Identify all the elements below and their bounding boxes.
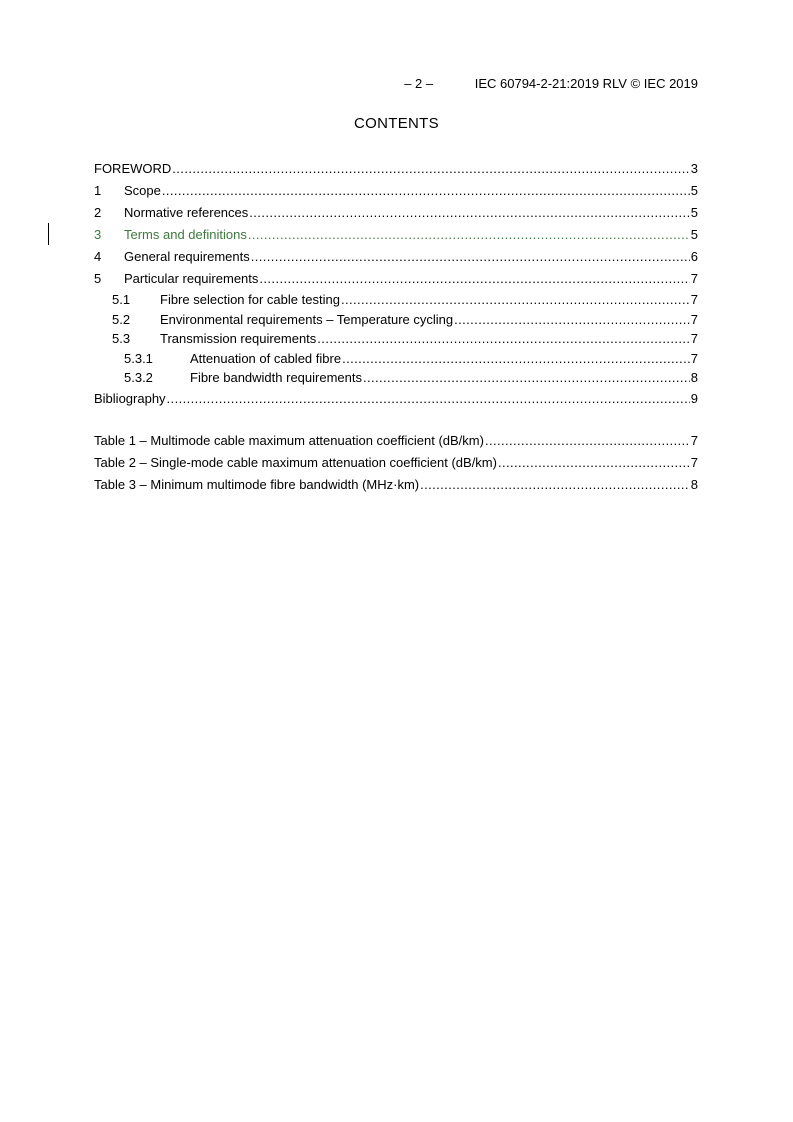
table-entry-page: 7 (690, 433, 698, 448)
toc-entry-number: 2 (94, 205, 102, 220)
toc-leader-dots (498, 452, 690, 474)
toc-entry-title: FOREWORD (94, 161, 172, 176)
toc-entry-title: Scope (124, 183, 161, 198)
toc-entry-page: 7 (690, 311, 698, 327)
toc-leader-dots (485, 430, 690, 452)
page-header (404, 76, 698, 91)
toc-entry-title: Attenuation of cabled fibre (190, 350, 342, 366)
toc-entry-number: 3 (94, 227, 102, 242)
toc-entry-page: 7 (690, 350, 698, 366)
toc-entry-fibre-selection[interactable] (94, 290, 698, 310)
toc-leader-dots (317, 329, 689, 349)
toc-entry-number: 5.2 (112, 311, 131, 327)
list-of-tables (94, 430, 698, 496)
table-of-contents (94, 158, 698, 410)
toc-entry-page: 5 (690, 205, 698, 220)
toc-entry-particular-requirements[interactable] (94, 268, 698, 290)
revision-change-bar (48, 223, 49, 245)
document-id: IEC 60794-2-21:2019 RLV © IEC 2019 (474, 76, 698, 91)
toc-entry-title: Fibre bandwidth requirements (190, 370, 362, 385)
toc-entry-page: 5 (690, 183, 698, 198)
toc-entry-title: Particular requirements (124, 271, 259, 286)
toc-entry-title: Terms and definitions (124, 227, 247, 242)
toc-entry-normative-references[interactable] (94, 202, 698, 224)
toc-entry-title: General requirements (124, 249, 250, 264)
toc-entry-terms-and-definitions[interactable] (94, 224, 698, 246)
toc-leader-dots (172, 158, 689, 180)
page-number: – 2 – (404, 76, 434, 91)
toc-entry-environmental-requirements[interactable] (94, 310, 698, 330)
toc-entry-page: 3 (690, 161, 698, 176)
toc-leader-dots (420, 474, 690, 496)
toc-entry-scope[interactable] (94, 180, 698, 202)
toc-entry-page: 9 (690, 390, 698, 406)
toc-entry-title: Bibliography (94, 390, 166, 406)
toc-leader-dots (454, 310, 690, 330)
toc-entry-general-requirements[interactable] (94, 246, 698, 268)
toc-entry-page: 5 (690, 227, 698, 242)
toc-entry-page: 6 (690, 249, 698, 264)
toc-entry-number: 4 (94, 249, 102, 264)
toc-entry-title: Environmental requirements – Temperature cycling (160, 311, 454, 327)
toc-leader-dots (162, 180, 690, 202)
table-entry-2[interactable] (94, 452, 698, 474)
table-entry-page: 7 (690, 455, 698, 470)
table-entry-page: 8 (690, 477, 698, 492)
toc-leader-dots (249, 202, 689, 224)
toc-leader-dots (342, 349, 690, 369)
toc-entry-attenuation-cabled-fibre[interactable] (94, 349, 698, 369)
toc-entry-number: 1 (94, 183, 102, 198)
toc-entry-number: 5 (94, 271, 102, 286)
toc-entry-title: Transmission requirements (160, 331, 317, 346)
toc-leader-dots (259, 268, 689, 290)
table-entry-title: Table 1 – Multimode cable maximum attenuation coefficient (dB/km) (94, 433, 484, 448)
toc-entry-number: 5.3.2 (124, 370, 153, 385)
toc-leader-dots (363, 368, 690, 388)
toc-leader-dots (248, 224, 690, 246)
toc-entry-number: 5.3.1 (124, 350, 153, 366)
toc-entry-title: Normative references (124, 205, 249, 220)
toc-entry-fibre-bandwidth-requirements[interactable] (94, 368, 698, 388)
toc-entry-page: 8 (690, 370, 698, 385)
toc-entry-number: 5.1 (112, 292, 131, 307)
toc-leader-dots (251, 246, 690, 268)
toc-entry-page: 7 (690, 271, 698, 286)
contents-title: CONTENTS (354, 115, 439, 132)
toc-leader-dots (167, 388, 690, 410)
toc-entry-number: 5.3 (112, 331, 131, 346)
toc-entry-transmission-requirements[interactable] (94, 329, 698, 349)
toc-entry-page: 7 (690, 292, 698, 307)
table-entry-title: Table 2 – Single-mode cable maximum attenuation coefficient (dB/km) (94, 455, 497, 470)
table-entry-title: Table 3 – Minimum multimode fibre bandwidth (MHz·km) (94, 477, 420, 492)
table-entry-3[interactable] (94, 474, 698, 496)
toc-entry-title: Fibre selection for cable testing (160, 292, 340, 307)
toc-entry-foreword[interactable] (94, 158, 698, 180)
table-entry-1[interactable] (94, 430, 698, 452)
toc-entry-bibliography[interactable] (94, 388, 698, 410)
toc-entry-page: 7 (690, 331, 698, 346)
toc-leader-dots (341, 290, 690, 310)
